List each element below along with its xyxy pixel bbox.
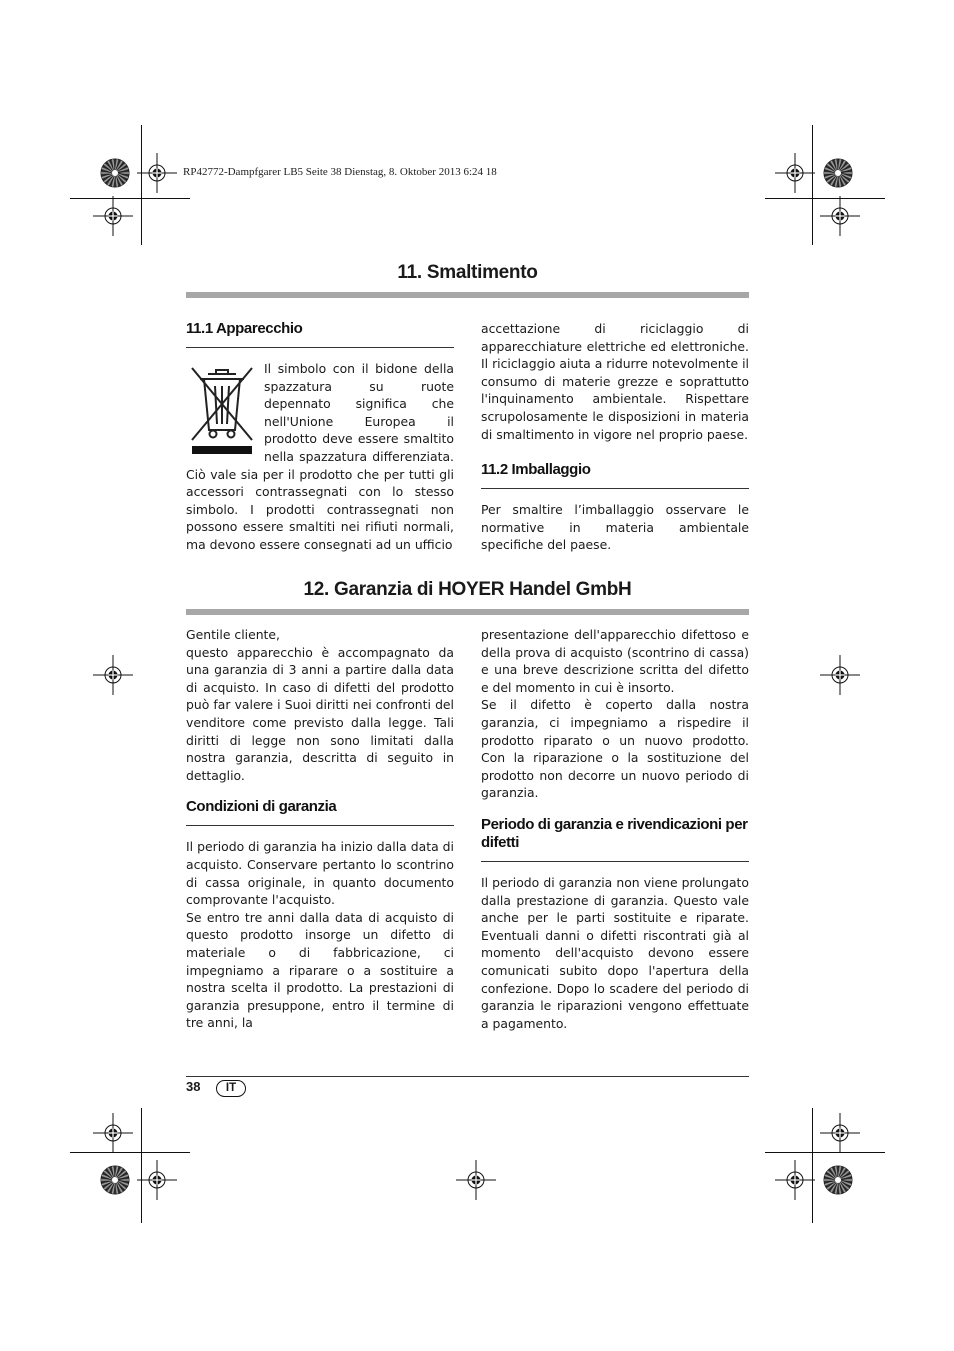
registration-crosshair-icon [93,196,133,236]
registration-crosshair-icon [93,1113,133,1153]
conditions-rule [186,825,454,826]
chapter-12-title: 12. Garanzia di HOYER Handel GmbH [303,579,632,600]
crop-mark [812,125,813,245]
period-title: Periodo di garanzia e rivendicazioni per difetti [481,815,748,851]
section-11-1-title: 11.1 Apparecchio [186,320,303,337]
registration-crosshair-icon [775,153,815,193]
conditions-text-2: Se entro tre anni dalla data di acquisto di questo prodotto insorge un difetto di materiale o di fabbricazione, ci impegniamo a riparare o a sostituire a nostra scelta il prodotto. La prestazioni di garanzia presuppone, entro il termine di tre anni, la [186,909,454,1031]
registration-crosshair-icon [137,153,177,193]
crop-mark [70,1152,190,1153]
registration-crosshair-icon [820,655,860,695]
warranty-intro: questo apparecchio è accompagnato da una garanzia di 3 anni a partire dalla data di acquisto. In caso di difetti del prodotto può far valere i Suoi diritti nei confronti del venditore come previsto dalla legge. Tali diritti di legge non sono limitati dalla nostra garanzia, descritta di seguito in dettaglio. [186,644,454,783]
registration-crosshair-icon [93,655,133,695]
chapter-12-rule [186,609,749,615]
warranty-coverage-text: Se il difetto è coperto dalla nostra garanzia, ci impegniamo a rispedire il prodotto riparato o un nuovo prodotto. Con la riparazione o la sostituzione del prodotto non decorre un nuovo periodo di garanzia. [481,697,749,801]
section-11-2-text: Per smaltire l’imballaggio osservare le normative in materia ambientale specifiche del paese. [481,502,749,553]
registration-crosshair-icon [820,196,860,236]
conditions-text-1: Il periodo di garanzia ha inizio dalla data di acquisto. Conservare pertanto lo scontrino di cassa originale, in quanto documento comprovante l'acquisto. [186,839,454,908]
crop-mark [70,198,190,199]
period-rule [481,861,749,862]
color-wheel-icon [823,158,853,188]
crop-mark [812,1108,813,1223]
section-11-2-title: 11.2 Imballaggio [481,461,591,479]
print-header: RP42772-Dampfgarer LB5 Seite 38 Dienstag, 8. Oktober 2013 6:24 18 [183,166,497,178]
registration-crosshair-icon [137,1160,177,1200]
warranty-text-continued: presentazione dell'apparecchio difettoso e della prova di acquisto (scontrino di cassa) e una breve descrizione scritta del difetto e del momento in cui è insorto. [481,627,749,695]
conditions-title: Condizioni di garanzia [186,798,337,816]
registration-crosshair-icon [456,1160,496,1200]
warranty-greeting: Gentile cliente, [186,627,280,642]
warranty-right-column [481,626,749,1032]
page-number: 38 [186,1079,201,1094]
color-wheel-icon [823,1165,853,1195]
chapter-11-rule [186,292,749,298]
period-text: Il periodo di garanzia non viene prolungato dalla prestazione di garanzia. Questo vale anche per le parti sostituite e riparate. Eventuali danni o difetti riscontrati già al momento dell'acquisto devono essere comunicati subito dopo l'apertura della confezione. Dopo lo scadere del periodo di garanzia le riparazioni vengono effettuate a pagamento. [481,874,749,1031]
crop-mark [141,125,142,245]
crop-mark [765,198,885,199]
language-badge: IT [216,1080,246,1097]
section-11-1-column [186,320,454,554]
section-11-1-rule [186,347,454,348]
crop-mark [141,1108,142,1223]
warranty-left-column [186,626,454,1032]
section-11-2-rule [481,488,749,489]
chapter-11-title: 11. Smaltimento [397,262,538,283]
footer-rule [186,1076,749,1077]
section-11-1-text: Il simbolo con il bidone della spazzatura su ruote depennato significa che nell'Unione Europea il prodotto deve essere smaltito nella spazzatura differenziata. Ciò vale sia per il prodotto che per tutti gli accessori contrassegnati con lo stesso simbolo. I prodotti contrassegnati non possono essere smaltiti nei rifiuti normali, ma devono essere consegnati ad un ufficio [186,361,454,552]
section-11-1-text-continued: accettazione di riciclaggio di apparecchiature elettriche ed elettroniche. Il riciclaggio aiuta a ridurre notevolmente il consumo di materie grezze e soprattutto l'inquinamento ambientale. Rispettare scrupolosamente le disposizioni in materia di smaltimento in vigore nel proprio paese. [481,321,749,442]
color-wheel-icon [100,1165,130,1195]
section-11-right-column [481,320,749,554]
color-wheel-icon [100,158,130,188]
registration-crosshair-icon [775,1160,815,1200]
weee-bin-icon [186,362,258,454]
crop-mark [765,1152,885,1153]
registration-crosshair-icon [820,1113,860,1153]
